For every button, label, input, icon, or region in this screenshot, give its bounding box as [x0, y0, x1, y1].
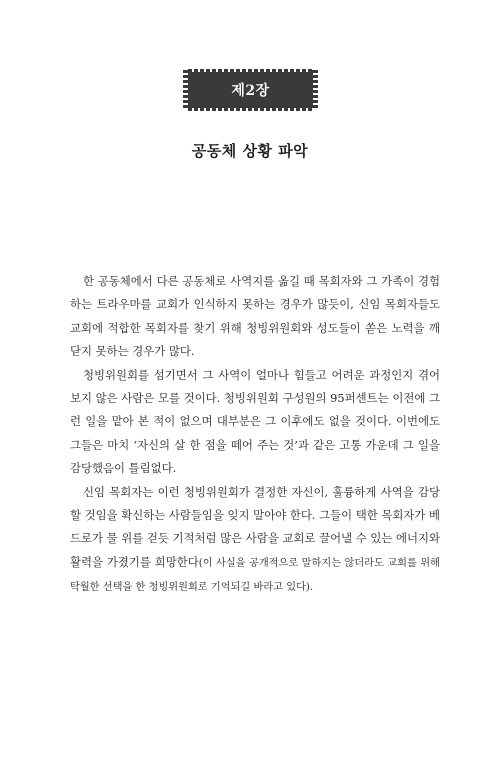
parenthetical-note: (이 사실을 공개적으로 말하지는 않더라도 교회를 위해 탁월한 선택을 한 청빙위원회로 기억되길 바라고 있다).	[70, 557, 440, 594]
paragraph	[70, 481, 440, 600]
body-text	[70, 270, 440, 600]
chapter-title: 공동체 상황 파악	[191, 142, 309, 160]
chapter-label: 제2장	[231, 83, 270, 99]
badge-edge-decoration	[188, 108, 313, 111]
badge-edge-decoration	[188, 69, 313, 72]
paragraph: 한 공동체에서 다른 공동체로 사역지를 옮길 때 목회자와 그 가족이 경험하는 트라우마를 교회가 인식하지 못하는 경우가 많듯이, 신임 목회자들도 교회에 적합한 목회자를 찾기 위해 청빙위원회와 성도들이 쏟은 노력을 깨닫지 못하는 경우가 많다.	[70, 274, 440, 359]
paragraph-text: 신임 목회자는 이런 청빙위원회가 결정한 자신이, 훌륭하게 사역을 감당할 것임을 확신하는 사람들임을 잊지 말아야 한다. 그들이 택한 목회자가 베드로가 물 위를 걷듯 기적처럼 많은 사람을 교회로 끌어낼 수 있는 에너지와 활력을 가졌기를 희망한다	[70, 484, 440, 569]
paragraph: 청빙위원회를 섬기면서 그 사역이 얼마나 힘들고 어려운 과정인지 겪어 보지 않은 사람은 모를 것이다. 청빙위원회 구성원의 95퍼센트는 이전에 그런 일을 맡아 본 적이 없으며 대부분은 그 이후에도 없을 것이다. 이번에도 그들은 마치 ‘자신의 살 한 점을 떼어 주는 것’과 같은 고통 가운데 그 일을 감당했음이 틀림없다.	[70, 367, 440, 476]
chapter-badge	[188, 72, 313, 108]
